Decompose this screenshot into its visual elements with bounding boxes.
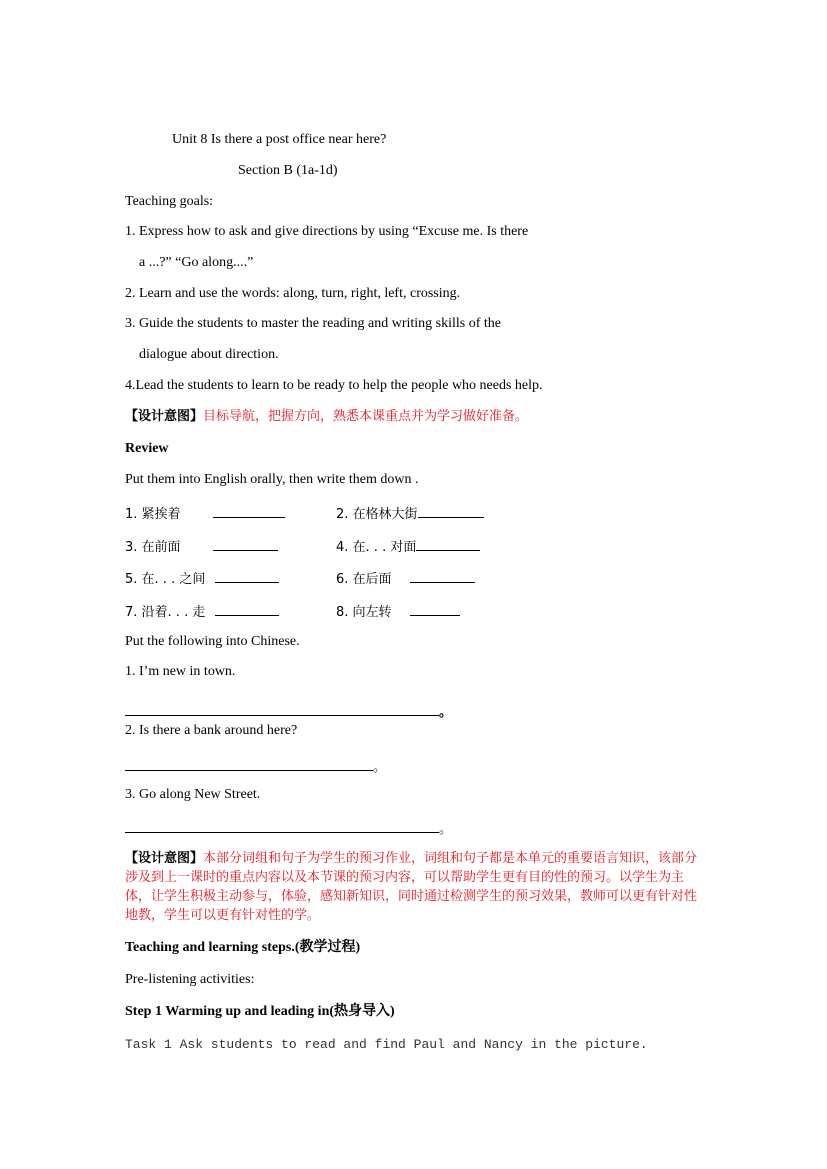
pre-listening-heading: Pre-listening activities: <box>125 972 255 987</box>
answer-blank[interactable] <box>215 568 279 583</box>
vocab-label: 4. 在. . . 对面 <box>336 540 417 555</box>
answer-line <box>125 818 452 839</box>
answer-blank[interactable] <box>213 503 285 518</box>
vocab-label: 7. 沿着. . . 走 <box>125 605 206 620</box>
vocab-label: 8. 向左转 <box>336 605 392 620</box>
answer-blank[interactable] <box>410 601 460 616</box>
sentence: 2. Is there a bank around here? <box>125 723 298 738</box>
step-1-heading: Step 1 Warming up and leading in(热身导入) <box>125 1004 395 1019</box>
vocab-label: 3. 在前面 <box>125 540 181 555</box>
goal-line: 4.Lead the students to learn to be ready to help the people who needs help. <box>125 378 543 393</box>
design-intent-2 <box>125 849 705 925</box>
vocab-label: 6. 在后面 <box>336 572 392 587</box>
goal-line: 1. Express how to ask and give directions by using “Excuse me. Is there <box>125 224 529 239</box>
vocab-item <box>336 601 460 622</box>
intent-text: 本部分词组和句子为学生的预习作业，词组和句子都是本单元的重要语言知识，该部分涉及到上一课时的重点内容以及本节课的预习内容，可以帮助学生更有目的性的预习。以学生为主体，让学生积极主动参与，体验，感知新知识，同时通过检测学生的预习效果，教师可以更有针对性地教，学生可以更有针对性的学。 <box>125 851 698 923</box>
translate-instruction: Put the following into Chinese. <box>125 634 300 649</box>
sentence: 3. Go along New Street. <box>125 787 261 802</box>
sentence: 1. I’m new in town. <box>125 664 236 679</box>
vocab-item <box>336 503 484 524</box>
answer-blank[interactable] <box>213 536 278 551</box>
vocab-label: 2. 在格林大街 <box>336 507 418 522</box>
answer-blank[interactable] <box>416 536 480 551</box>
vocab-item <box>125 568 279 589</box>
vocab-item <box>125 601 279 622</box>
design-intent-1 <box>125 408 528 426</box>
steps-heading: Teaching and learning steps.(教学过程) <box>125 940 361 955</box>
task-1: Task 1 Ask students to read and find Paul and Nancy in the picture. <box>125 1037 648 1052</box>
answer-blank[interactable] <box>410 568 475 583</box>
goals-heading: Teaching goals: <box>125 194 214 209</box>
answer-line <box>125 701 452 722</box>
goal-line: dialogue about direction. <box>139 347 279 362</box>
period-mark: 。 <box>439 705 453 720</box>
vocab-item <box>336 536 480 557</box>
vocab-label: 1. 紧挨着 <box>125 507 181 522</box>
answer-blank[interactable] <box>125 756 373 771</box>
review-instruction: Put them into English orally, then write them down . <box>125 472 419 487</box>
intent-bracket: 【设计意图】 <box>125 851 204 866</box>
unit-title: Unit 8 Is there a post office near here? <box>172 132 387 147</box>
period-mark: 。 <box>373 760 387 775</box>
intent-bracket: 【设计意图】 <box>125 409 204 424</box>
goal-line: 3. Guide the students to master the reading and writing skills of the <box>125 316 501 331</box>
intent-text: 目标导航，把握方向，熟悉本课重点并为学习做好准备。 <box>203 409 529 424</box>
vocab-item <box>125 503 285 524</box>
section-title: Section B (1a-1d) <box>238 163 338 178</box>
answer-line <box>125 756 386 777</box>
goal-line: a ...?” “Go along....” <box>139 255 254 270</box>
answer-blank[interactable] <box>418 503 484 518</box>
answer-blank[interactable] <box>125 818 439 833</box>
period-mark: 。 <box>439 822 453 837</box>
answer-blank[interactable] <box>125 701 439 716</box>
vocab-item <box>336 568 475 589</box>
vocab-label: 5. 在. . . 之间 <box>125 572 206 587</box>
answer-blank[interactable] <box>215 601 279 616</box>
review-heading: Review <box>125 441 169 456</box>
goal-line: 2. Learn and use the words: along, turn, right, left, crossing. <box>125 286 461 301</box>
vocab-item <box>125 536 278 557</box>
